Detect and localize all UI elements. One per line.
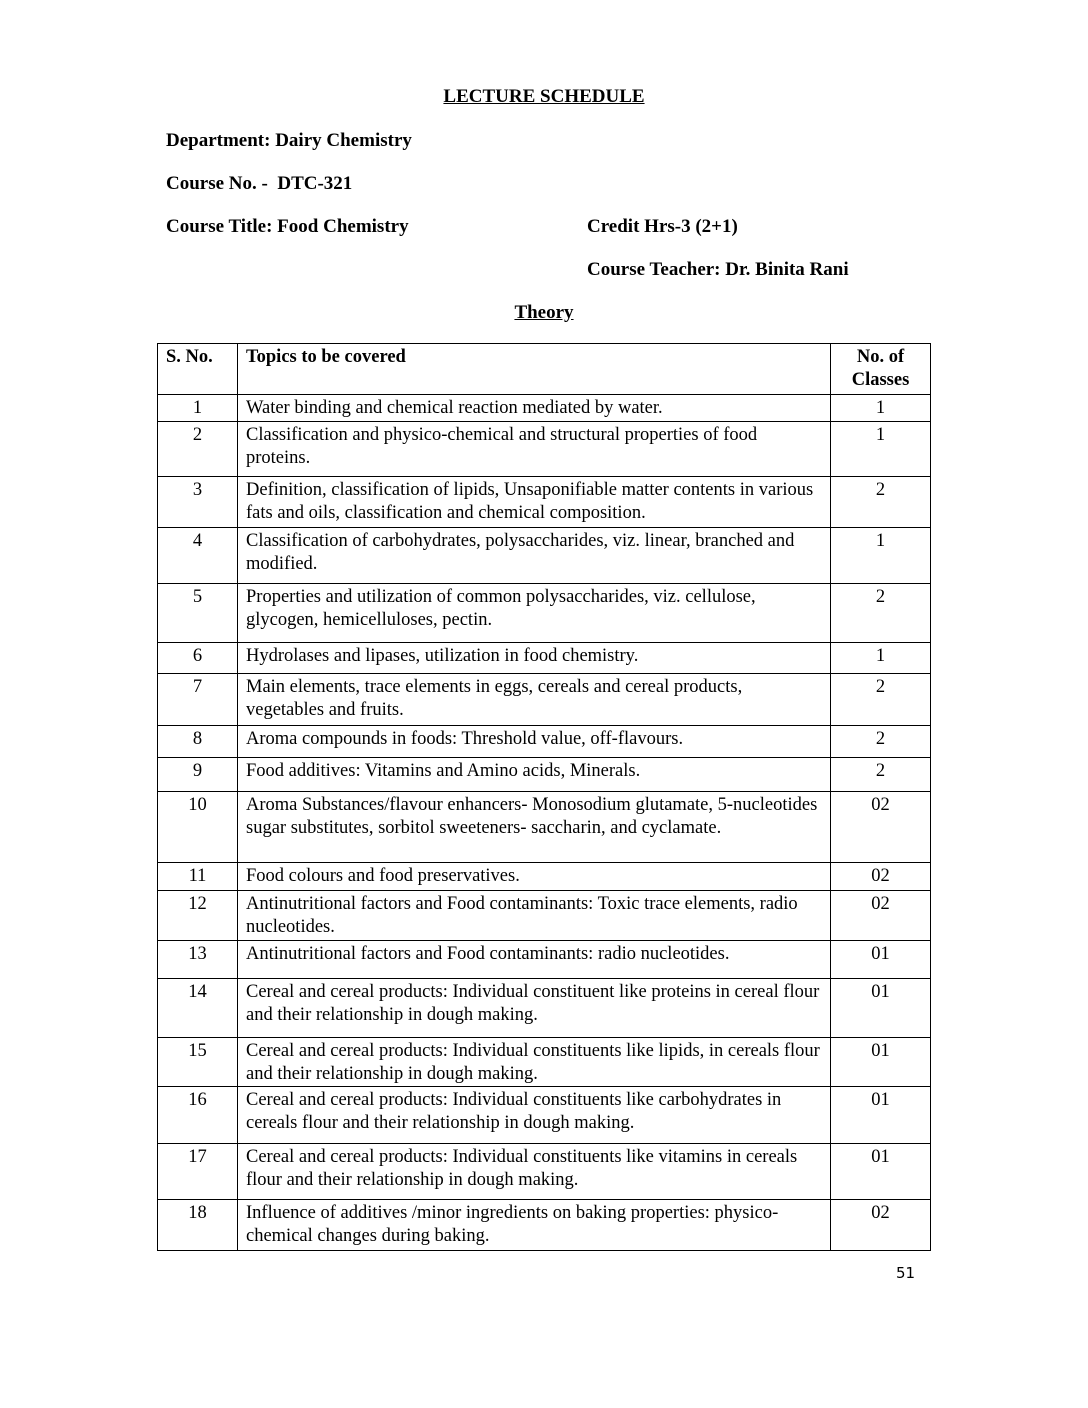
table-row <box>158 979 931 1038</box>
row-sno: 4 <box>158 528 238 584</box>
row-classes: 2 <box>831 584 931 643</box>
schedule-table <box>157 343 931 1251</box>
row-topic: Main elements, trace elements in eggs, cereals and cereal products, vegetables and fruits. <box>238 674 831 726</box>
table-row <box>158 758 931 792</box>
row-topic: Cereal and cereal products: Individual constituents like vitamins in cereals flour and their relationship in dough making. <box>238 1144 831 1200</box>
document-title: LECTURE SCHEDULE <box>443 86 645 107</box>
table-row <box>158 1038 931 1087</box>
row-topic: Hydrolases and lipases, utilization in food chemistry. <box>238 643 831 674</box>
table-row <box>158 422 931 477</box>
row-topic: Cereal and cereal products: Individual constituent like proteins in cereal flour and their relationship in dough making. <box>238 979 831 1038</box>
row-topic: Antinutritional factors and Food contaminants: radio nucleotides. <box>238 941 831 979</box>
row-sno: 8 <box>158 726 238 758</box>
row-sno: 18 <box>158 1200 238 1251</box>
table-row <box>158 1200 931 1251</box>
header-topic: Topics to be covered <box>238 344 831 395</box>
row-topic: Food colours and food preservatives. <box>238 863 831 891</box>
row-sno: 6 <box>158 643 238 674</box>
row-classes: 2 <box>831 477 931 528</box>
row-classes: 01 <box>831 979 931 1038</box>
row-topic: Properties and utilization of common polysaccharides, viz. cellulose, glycogen, hemicelluloses, pectin. <box>238 584 831 643</box>
row-topic: Classification of carbohydrates, polysaccharides, viz. linear, branched and modified. <box>238 528 831 584</box>
row-classes: 01 <box>831 1144 931 1200</box>
row-sno: 12 <box>158 891 238 941</box>
row-topic: Antinutritional factors and Food contaminants: Toxic trace elements, radio nucleotides. <box>238 891 831 941</box>
row-sno: 15 <box>158 1038 238 1087</box>
row-classes: 1 <box>831 528 931 584</box>
row-sno: 16 <box>158 1087 238 1144</box>
row-topic: Definition, classification of lipids, Unsaponifiable matter contents in various fats and oils, classification and chemical composition. <box>238 477 831 528</box>
row-classes: 01 <box>831 1087 931 1144</box>
row-classes: 02 <box>831 792 931 863</box>
row-classes: 01 <box>831 941 931 979</box>
table-row <box>158 792 931 863</box>
row-classes: 2 <box>831 674 931 726</box>
table-header-row <box>158 344 931 395</box>
section-title: Theory <box>514 302 574 323</box>
table-row <box>158 528 931 584</box>
row-sno: 11 <box>158 863 238 891</box>
row-sno: 1 <box>158 395 238 422</box>
table-row <box>158 1087 931 1144</box>
table-row <box>158 1144 931 1200</box>
row-classes: 01 <box>831 1038 931 1087</box>
row-topic: Aroma compounds in foods: Threshold value, off-flavours. <box>238 726 831 758</box>
row-sno: 3 <box>158 477 238 528</box>
table-row <box>158 674 931 726</box>
row-classes: 02 <box>831 863 931 891</box>
course-title: Course Title: Food Chemistry <box>166 216 409 237</box>
course-number: Course No. - DTC-321 <box>166 173 353 194</box>
row-sno: 2 <box>158 422 238 477</box>
department: Department: Dairy Chemistry <box>166 130 412 151</box>
row-topic: Water binding and chemical reaction mediated by water. <box>238 395 831 422</box>
row-sno: 9 <box>158 758 238 792</box>
table-row <box>158 584 931 643</box>
row-classes: 2 <box>831 726 931 758</box>
row-topic: Food additives: Vitamins and Amino acids, Minerals. <box>238 758 831 792</box>
table-row <box>158 477 931 528</box>
course-teacher: Course Teacher: Dr. Binita Rani <box>587 259 849 280</box>
row-sno: 17 <box>158 1144 238 1200</box>
row-classes: 1 <box>831 395 931 422</box>
header-classes: No. of Classes <box>831 344 931 395</box>
row-classes: 02 <box>831 1200 931 1251</box>
row-classes: 1 <box>831 422 931 477</box>
row-classes: 02 <box>831 891 931 941</box>
row-sno: 14 <box>158 979 238 1038</box>
row-topic: Classification and physico-chemical and structural properties of food proteins. <box>238 422 831 477</box>
row-sno: 5 <box>158 584 238 643</box>
header-sno: S. No. <box>158 344 238 395</box>
row-classes: 1 <box>831 643 931 674</box>
row-topic: Influence of additives /minor ingredients on baking properties: physico-chemical changes during baking. <box>238 1200 831 1251</box>
row-topic: Aroma Substances/flavour enhancers- Monosodium glutamate, 5-nucleotides sugar substitutes, sorbitol sweeteners- saccharin, and cyclamate. <box>238 792 831 863</box>
row-classes: 2 <box>831 758 931 792</box>
row-topic: Cereal and cereal products: Individual constituents like carbohydrates in cereals flour and their relationship in dough making. <box>238 1087 831 1144</box>
row-sno: 7 <box>158 674 238 726</box>
table-row <box>158 643 931 674</box>
table-row <box>158 395 931 422</box>
row-sno: 13 <box>158 941 238 979</box>
table-row <box>158 863 931 891</box>
row-topic: Cereal and cereal products: Individual constituents like lipids, in cereals flour and their relationship in dough making. <box>238 1038 831 1087</box>
table-row <box>158 726 931 758</box>
table-row <box>158 941 931 979</box>
table-row <box>158 891 931 941</box>
credit-hours: Credit Hrs-3 (2+1) <box>587 216 738 237</box>
page-number: 51 <box>896 1264 916 1282</box>
row-sno: 10 <box>158 792 238 863</box>
